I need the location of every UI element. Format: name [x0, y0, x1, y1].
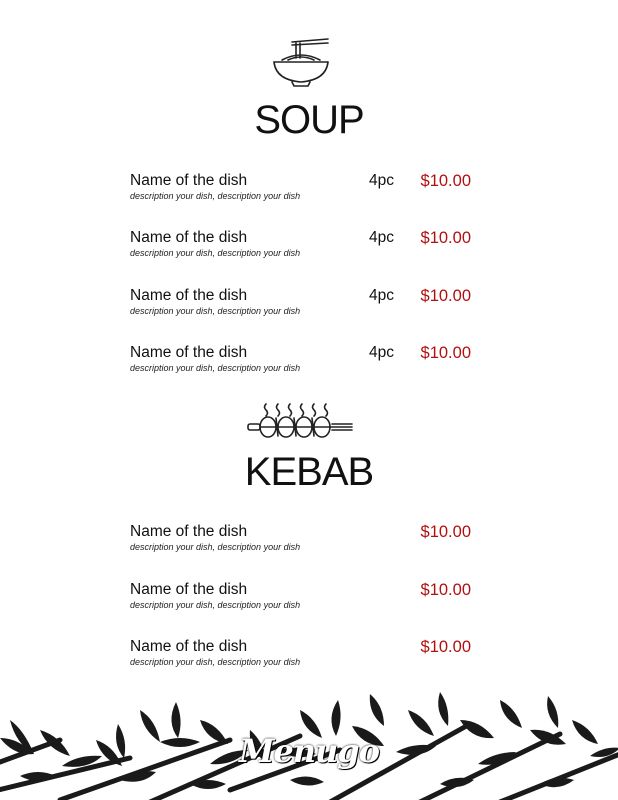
dish-description: description your dish, description your dish: [130, 248, 301, 258]
dish-name: Name of the dish: [130, 229, 248, 246]
dish-quantity: 4pc: [369, 287, 394, 304]
dish-description: description your dish, description your dish: [130, 363, 301, 373]
section-title-kebab: KEBAB: [244, 450, 374, 494]
dish-description: description your dish, description your dish: [130, 657, 301, 667]
dish-price: $10.00: [420, 638, 471, 656]
menu-item: [130, 287, 475, 323]
dish-name: Name of the dish: [130, 581, 248, 598]
dish-name: Name of the dish: [130, 344, 248, 361]
section-title-soup: SOUP: [254, 98, 364, 142]
dish-description: description your dish, description your dish: [130, 191, 301, 201]
menu-item: [130, 344, 475, 380]
dish-price: $10.00: [420, 172, 471, 190]
dish-quantity: 4pc: [369, 172, 394, 189]
dish-quantity: 4pc: [369, 344, 394, 361]
dish-name: Name of the dish: [130, 172, 248, 189]
kebab-skewer-icon: [246, 400, 356, 444]
dish-quantity: 4pc: [369, 229, 394, 246]
menu-item: [130, 523, 475, 559]
menu-item: [130, 172, 475, 208]
dish-price: $10.00: [420, 523, 471, 541]
logo-text: Menugo: [238, 732, 380, 770]
dish-description: description your dish, description your dish: [130, 600, 301, 610]
noodle-bowl-icon: [270, 36, 332, 88]
dish-name: Name of the dish: [130, 287, 248, 304]
menu-item: [130, 638, 475, 674]
menu-item: [130, 581, 475, 617]
dish-price: $10.00: [420, 287, 471, 305]
menugo-logo: [0, 732, 618, 770]
dish-price: $10.00: [420, 581, 471, 599]
dish-price: $10.00: [420, 344, 471, 362]
dish-name: Name of the dish: [130, 523, 248, 540]
dish-description: description your dish, description your dish: [130, 306, 301, 316]
menu-item: [130, 229, 475, 265]
dish-name: Name of the dish: [130, 638, 248, 655]
dish-description: description your dish, description your dish: [130, 542, 301, 552]
dish-price: $10.00: [420, 229, 471, 247]
